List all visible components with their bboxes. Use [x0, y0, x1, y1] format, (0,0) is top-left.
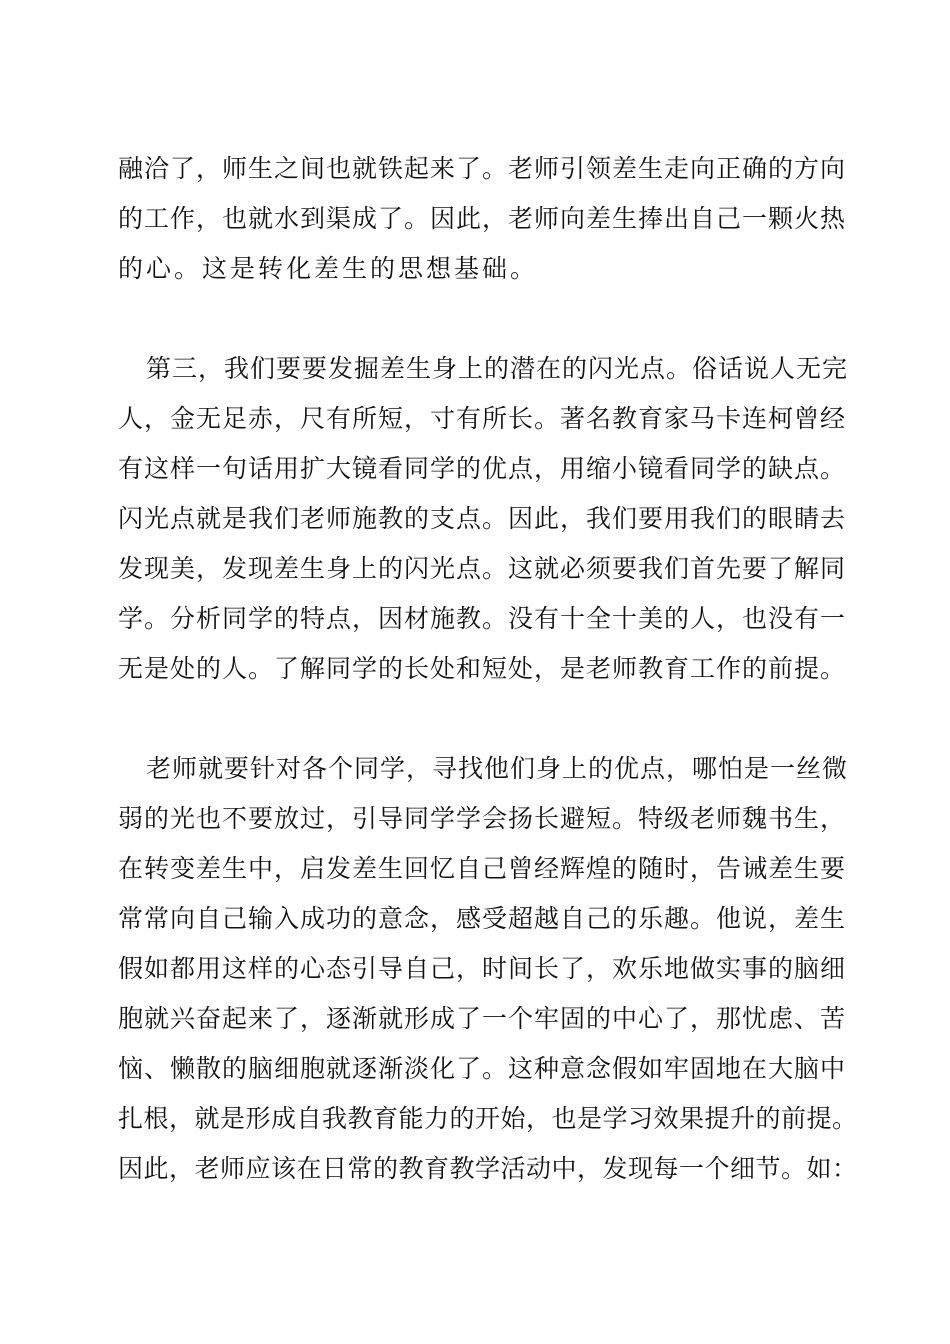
text-line: 因此，老师应该在日常的教育教学活动中，发现每一个细节。如：	[118, 1154, 858, 1183]
text-line: 在转变差生中，启发差生回忆自己曾经辉煌的随时，告诫差生要	[118, 854, 847, 883]
text-line: 无是处的人。了解同学的长处和短处，是老师教育工作的前提。	[118, 654, 847, 683]
paragraph-1	[118, 144, 858, 294]
text-line: 老师就要针对各个同学，寻找他们身上的优点，哪怕是一丝微	[146, 754, 849, 783]
text-line: 发现美，发现差生身上的闪光点。这就必须要我们首先要了解同	[118, 554, 847, 583]
text-line: 有这样一句话用扩大镜看同学的优点，用缩小镜看同学的缺点。	[118, 454, 847, 483]
text-line: 第三，我们要要发掘差生身上的潜在的闪光点。俗话说人无完	[146, 354, 849, 383]
text-line: 常常向自己输入成功的意念，感受超越自己的乐趣。他说，差生	[118, 904, 847, 933]
text-line: 的工作，也就水到渠成了。因此，老师向差生捧出自己一颗火热	[118, 204, 847, 233]
text-line: 学。分析同学的特点，因材施教。没有十全十美的人，也没有一	[118, 604, 847, 633]
text-line: 的心。这是转化差生的思想基础。	[118, 254, 539, 283]
paragraph-3	[118, 744, 858, 1194]
text-line: 弱的光也不要放过，引导同学学会扬长避短。特级老师魏书生，	[118, 804, 847, 833]
text-line: 闪光点就是我们老师施教的支点。因此，我们要用我们的眼睛去	[118, 504, 847, 533]
text-line: 人，金无足赤，尺有所短，寸有所长。著名教育家马卡连柯曾经	[118, 404, 847, 433]
text-line: 扎根，就是形成自我教育能力的开始，也是学习效果提升的前提。	[118, 1104, 858, 1133]
paragraph-2	[118, 344, 858, 694]
text-line: 恼、懒散的脑细胞就逐渐淡化了。这种意念假如牢固地在大脑中	[118, 1054, 847, 1083]
text-line: 假如都用这样的心态引导自己，时间长了，欢乐地做实事的脑细	[118, 954, 847, 983]
text-line: 融洽了，师生之间也就铁起来了。老师引领差生走向正确的方向	[118, 154, 847, 183]
text-line: 胞就兴奋起来了，逐渐就形成了一个牢固的中心了，那忧虑、苦	[118, 1004, 847, 1033]
